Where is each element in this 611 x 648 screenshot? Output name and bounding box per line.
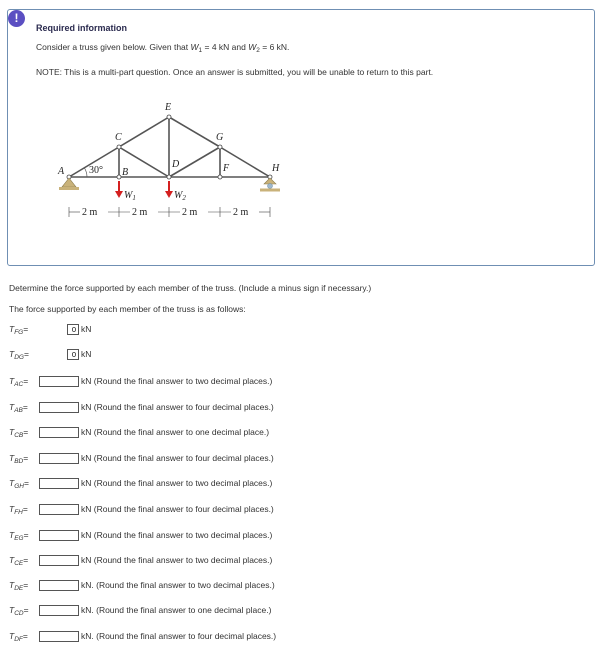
input-t-fg[interactable] (67, 324, 79, 335)
node-label-f: F (223, 163, 230, 174)
joint-g (218, 145, 222, 149)
label-t-dg: $T_{DG}=$ (9, 349, 29, 361)
label-t-eg: $T_{EG}=$ (9, 530, 29, 542)
joint-b (117, 175, 121, 179)
intro-text: The force supported by each member of the truss is as follows: (9, 304, 246, 314)
angle-label: 30° (89, 165, 103, 176)
input-t-bd[interactable] (39, 453, 79, 464)
input-t-cd[interactable] (39, 605, 79, 616)
input-t-cb[interactable] (39, 427, 79, 438)
label-t-ac: $T_{AC}=$ (9, 376, 29, 388)
label-t-ce: $T_{CE}=$ (9, 555, 29, 567)
input-t-df[interactable] (39, 631, 79, 642)
unit-t-bd: kN (Round the final answer to four decimal places.) (81, 453, 274, 463)
member-ce (119, 117, 169, 147)
node-label-e: E (165, 102, 172, 113)
label-t-fg: $T_{FG}=$ (9, 324, 29, 336)
unit-t-fh: kN (Round the final answer to four decimal places.) (81, 504, 274, 514)
node-label-h: H (272, 163, 280, 174)
load-w2-arrow-icon (165, 181, 173, 198)
dimension-label: 2 m (233, 207, 249, 218)
input-t-eg[interactable] (39, 530, 79, 541)
unit-t-eg: kN (Round the final answer to two decimal places.) (81, 530, 273, 540)
joint-c (117, 145, 121, 149)
label-t-cd: $T_{CD}=$ (9, 605, 29, 617)
input-t-ac[interactable] (39, 376, 79, 387)
input-t-fh[interactable] (39, 504, 79, 515)
unit-t-ab: kN (Round the final answer to four decimal places.) (81, 402, 274, 412)
joint-e (167, 115, 171, 119)
input-t-ab[interactable] (39, 402, 79, 413)
node-label-d: D (172, 159, 180, 170)
label-t-df: $T_{DF}=$ (9, 631, 28, 643)
load-w1-arrow-icon (115, 181, 123, 198)
dimension-label: 2 m (132, 207, 148, 218)
unit-t-cd: kN. (Round the final answer to one decimal place.) (81, 605, 272, 615)
question-text: Determine the force supported by each member of the truss. (Include a minus sign if necessary.) (9, 283, 372, 293)
pin-support-a (59, 178, 79, 190)
input-t-gh[interactable] (39, 478, 79, 489)
input-t-de[interactable] (39, 580, 79, 591)
node-label-g: G (216, 132, 224, 143)
label-t-de: $T_{DE}=$ (9, 580, 29, 592)
label-t-fh: $T_{FH}=$ (9, 504, 28, 516)
roller-support-h (260, 178, 280, 192)
note-text: NOTE: This is a multi-part question. Once an answer is submitted, you will be unable to return to this part. (36, 67, 434, 77)
node-label-b: B (122, 167, 129, 178)
unit-t-de: kN. (Round the final answer to two decimal places.) (81, 580, 275, 590)
given-statement: Consider a truss given below. Given that $W_1 = 4$ kN and $W_2 = 6$ kN. (36, 42, 290, 54)
alert-icon: ! (8, 10, 25, 27)
unit-t-ce: kN (Round the final answer to two decimal places.) (81, 555, 273, 565)
input-t-ce[interactable] (39, 555, 79, 566)
label-t-bd: $T_{BD}=$ (9, 453, 29, 465)
unit-t-cb: kN (Round the final answer to one decimal place.) (81, 427, 270, 437)
info-title: Required information (36, 23, 128, 33)
dimension-label: 2 m (82, 207, 98, 218)
label-t-cb: $T_{CB}=$ (9, 427, 29, 439)
joint-d (167, 175, 171, 179)
load-w1-label: $W_1$ (124, 190, 136, 202)
node-label-c: C (115, 132, 122, 143)
dimension-label: 2 m (182, 207, 198, 218)
node-label-a: A (58, 166, 65, 177)
member-eg (169, 117, 220, 147)
unit-t-dg: kN (81, 349, 92, 359)
label-t-gh: $T_{GH}=$ (9, 478, 29, 490)
unit-t-ac: kN (Round the final answer to two decimal places.) (81, 376, 273, 386)
label-t-ab: $T_{AB}=$ (9, 402, 28, 414)
angle-arc (85, 168, 88, 177)
load-w2-label: $W_2$ (174, 190, 186, 202)
unit-t-fg: kN (81, 324, 92, 334)
joint-f (218, 175, 222, 179)
input-t-dg[interactable] (67, 349, 79, 360)
unit-t-df: kN. (Round the final answer to four decimal places.) (81, 631, 277, 641)
unit-t-gh: kN (Round the final answer to two decimal places.) (81, 478, 273, 488)
truss-diagram (50, 97, 290, 227)
